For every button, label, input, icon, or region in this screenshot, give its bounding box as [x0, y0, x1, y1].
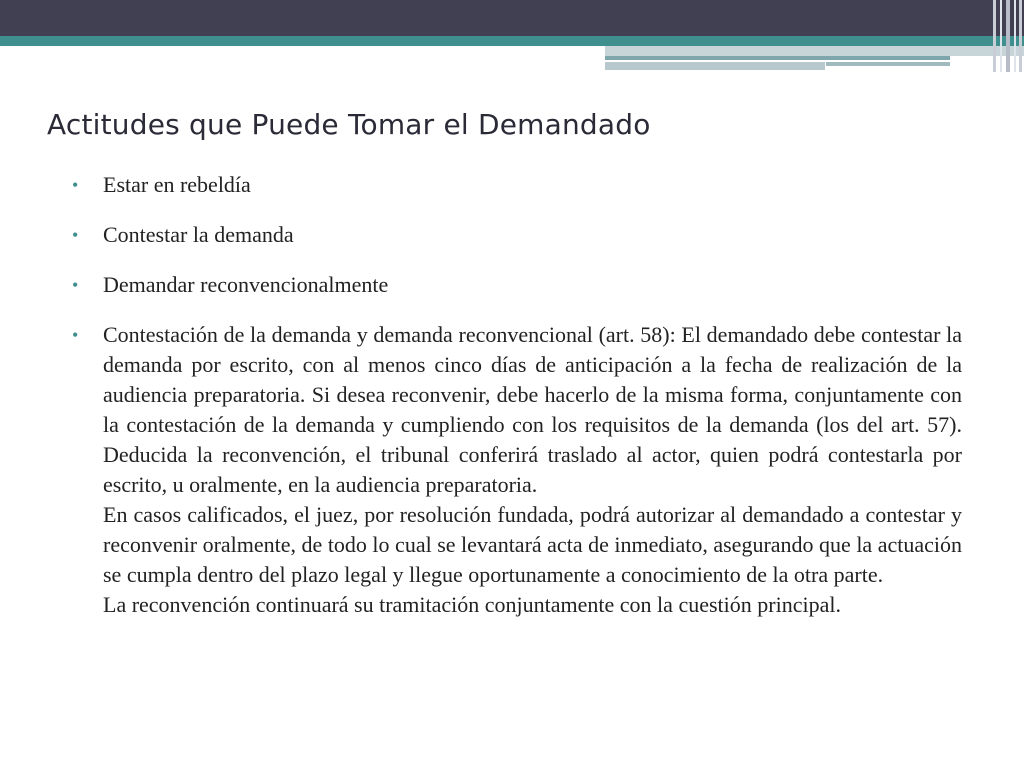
header-accent-strip — [605, 56, 950, 60]
continuation-paragraph: En casos calificados, el juez, por resolución fundada, podrá autorizar al demandado a contestar y reconvenir oralmente, de todo lo cual se levantará acta de inmediato, asegurando que la actuación se cumpla dentro del plazo legal y llegue oportunamente a conocimiento de la otra parte. — [103, 502, 962, 587]
list-item — [72, 220, 962, 250]
header-accent-strip-lower — [826, 62, 950, 66]
list-item — [72, 320, 962, 620]
bullet-paragraph: Contestación de la demanda y demanda reconvencional (art. 58): El demandado debe contestar la demanda por escrito, con al menos cinco días de anticipación a la fecha de realización de la audiencia preparatoria. Si desea reconvenir, debe hacerlo de la misma forma, conjuntamente con la contestación de la demanda y cumpliendo con los requisitos de la demanda (los del art. 57). Deducida la reconvención, el tribunal conferirá traslado al actor, quien podrá contestarla por escrito, u oralmente, en la audiencia preparatoria. — [103, 322, 962, 497]
bullet-text: Demandar reconvencionalmente — [103, 272, 389, 297]
header-light-strip-lower — [605, 62, 825, 70]
list-item — [72, 270, 962, 300]
header-teal-band — [0, 36, 1024, 46]
bullet-text: Estar en rebeldía — [103, 172, 251, 197]
bullet-dot: • — [72, 175, 79, 195]
bullet-text-long — [103, 320, 962, 620]
list-item — [72, 170, 962, 200]
bullet-list — [72, 170, 962, 620]
header-vertical-lines — [985, 0, 1024, 72]
header-dark-band — [0, 0, 1024, 36]
bullet-text: Contestar la demanda — [103, 222, 294, 247]
bullet-dot: • — [72, 325, 79, 345]
bullet-dot: • — [72, 275, 79, 295]
continuation-paragraph: La reconvención continuará su tramitación conjuntamente con la cuestión principal. — [103, 592, 841, 617]
slide-title: Actitudes que Puede Tomar el Demandado — [47, 108, 651, 141]
header-light-strip — [605, 46, 1024, 56]
bullet-dot: • — [72, 225, 79, 245]
